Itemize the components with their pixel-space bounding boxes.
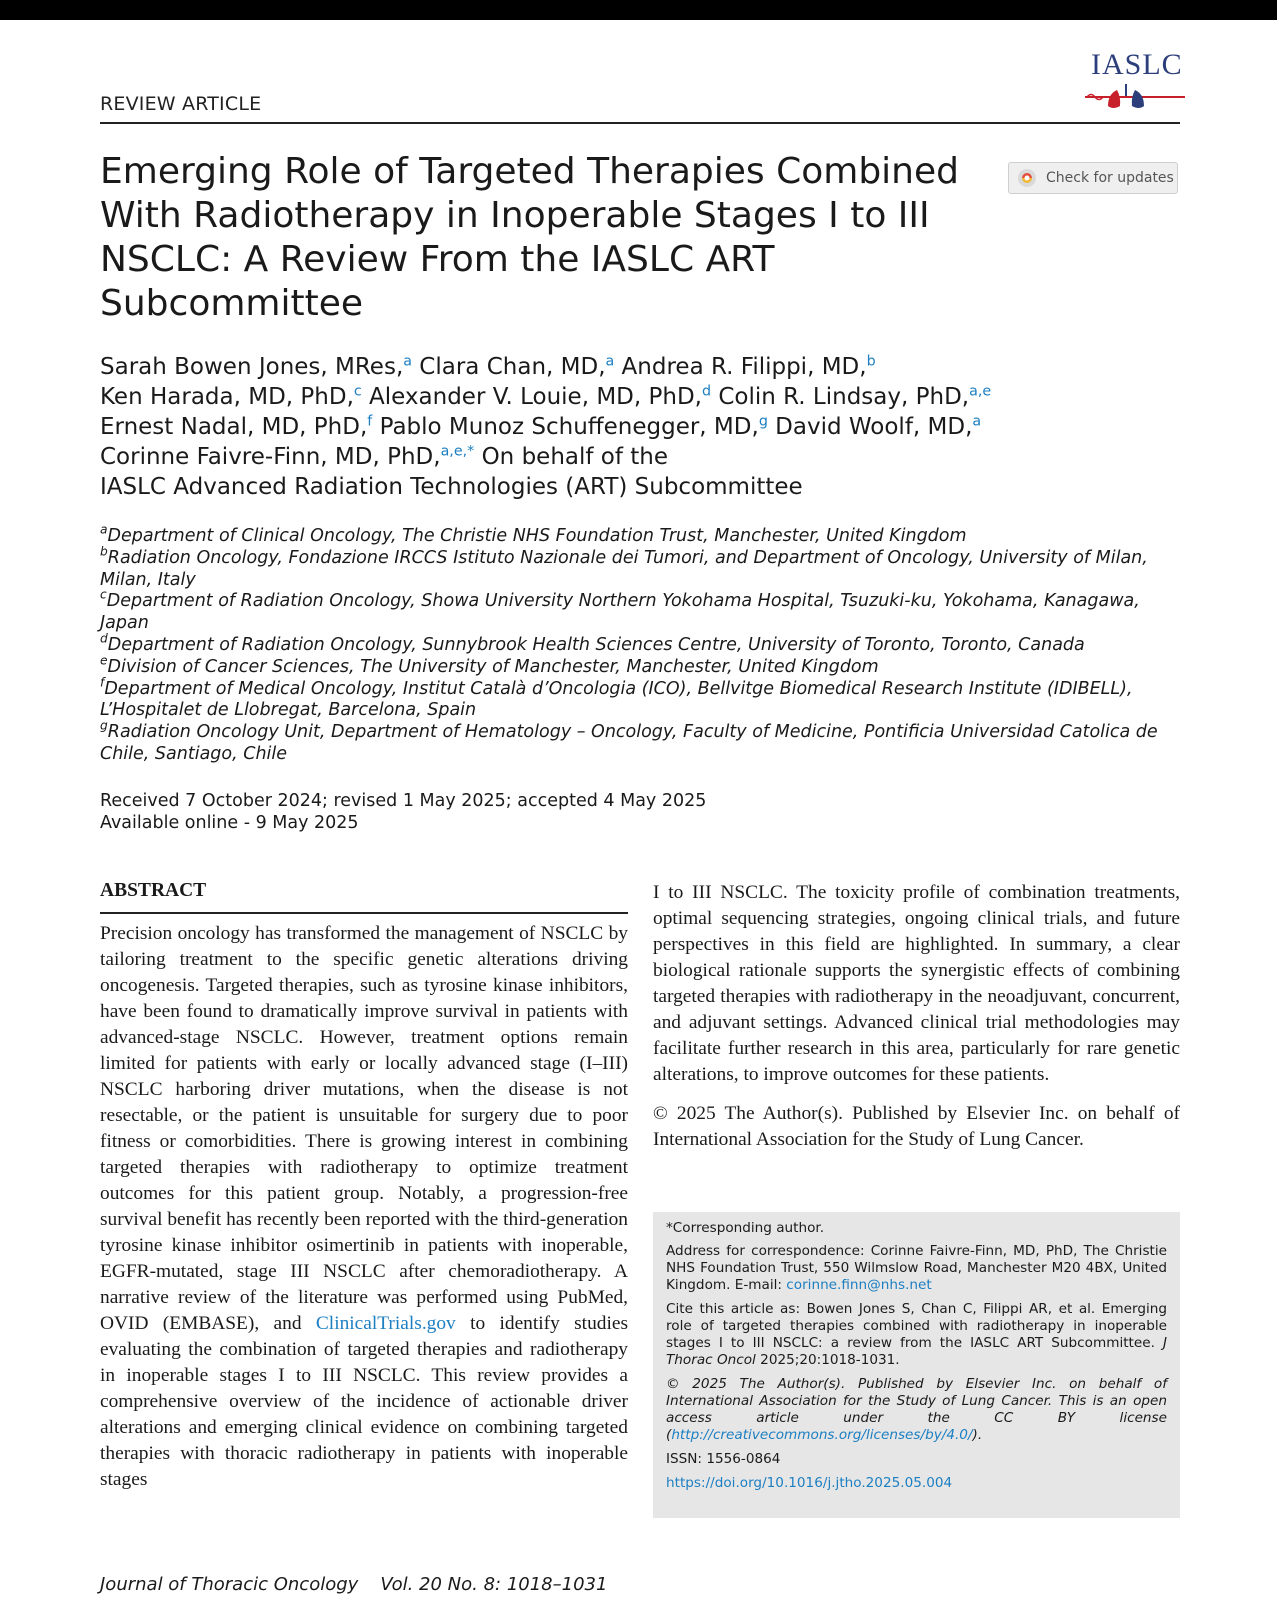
author-line [100,382,1170,412]
affil-text: Department of Medical Oncology, Institut Català d’Oncologia (ICO), Bellvitge Biomedical Research Institute (IDIBELL), [104,678,1133,699]
affil-marker: e [100,653,108,668]
abstract-right-column [653,880,1180,1153]
abstract-copyright: © 2025 The Author(s). Published by Elsevier Inc. on behalf of International Association for the Study of Lung Cancer. [653,1103,1180,1150]
affiliation-item [100,631,1180,657]
article-title: Emerging Role of Targeted Therapies Combined With Radiotherapy in Inoperable Stages I to III NSCLC: A Review From the IASLC ART Subcommittee [100,151,959,324]
affil-marker: c [100,588,107,603]
affil-marker: b [100,544,108,559]
affiliation-continuation: Japan [100,613,149,634]
article-dates [100,790,706,834]
author-line [100,352,1170,382]
affiliation-item [100,675,1180,701]
affil-marker: f [100,675,105,690]
author-affil-marker[interactable]: a,e,* [440,443,475,460]
author-affil-marker[interactable]: a [403,353,412,370]
footer [100,1574,607,1595]
citation-journal: J Thorac Oncol [666,1335,1167,1368]
email-link[interactable]: corinne.finn@nhs.net [786,1277,932,1293]
affiliation-list [100,522,1180,766]
abstract-heading: ABSTRACT [100,880,207,901]
author-name: Andrea R. Filippi, MD, [614,354,867,380]
abstract-text: Precision oncology has transformed the management of NSCLC by tailoring treatment to the specific genetic alterations driving oncogenesis. Targeted therapies, such as tyrosine kinase inhibitors, have been found to dramatically improve survival in patients with advanced-stage NSCLC. However, treatment options remain limited for patients with early or locally advanced stage (I–III) NSCLC harboring driver mutations, when the disease is not resectable, or the patient is unsuitable for surgery due to poor fitness or comorbidities. There is growing interest in combining targeted therapies with radiotherapy to optimize treatment outcomes for this patient group. Notably, a progression-free survival benefit has recently been reported with the third-generation tyrosine kinase inhibitor osimertinib in patients with inoperable, EGFR-mutated, stage III NSCLC after chemoradiotherapy. A narrative review of the literature was performed using PubMed, OVID (EMBASE), and [100,923,628,1334]
abstract-rule [100,912,628,914]
author-name: Colin R. Lindsay, PhD, [711,384,970,410]
author-name: Ernest Nadal, MD, PhD, [100,414,368,440]
citation-volume: 2025;20:1018-1031. [755,1352,900,1368]
abstract-continuation: I to III NSCLC. The toxicity profile of combination treatments, optimal sequencing strategies, ongoing clinical trials, and future perspectives in this field are highlighted. In summary, a clear biological rationale supports the synergistic effects of combining targeted therapies with radiotherapy in the neoadjuvant, concurrent, and adjuvant settings. Advanced clinical trial methodologies may facilitate further research in this area, particularly for rare genetic alterations, to improve outcomes for these patients. [653,882,1180,1085]
affil-marker: a [100,522,108,537]
clinicaltrials-link[interactable]: ClinicalTrials.gov [315,1313,456,1334]
issn: ISSN: 1556-0864 [666,1451,781,1467]
affiliation-item [100,653,1180,679]
author-name: Sarah Bowen Jones, MRes, [100,354,404,380]
author-affil-marker[interactable]: g [758,413,768,430]
iaslc-logo [1085,48,1185,118]
lungs-icon [1085,84,1185,114]
author-line [100,412,1170,442]
author-affil-marker[interactable]: f [367,413,373,430]
license-statement [666,1376,1167,1444]
affiliation-continuation: Milan, Italy [100,569,196,590]
author-name: Corinne Faivre-Finn, MD, PhD, [100,444,441,470]
received-dates: Received 7 October 2024; revised 1 May 2025; accepted 4 May 2025 [100,791,707,811]
author-affil-marker[interactable]: d [701,383,712,400]
affil-text: Division of Cancer Sciences, The University of Manchester, Manchester, United Kingdom [107,656,879,677]
author-name: Clara Chan, MD, [412,354,606,380]
author-affil-marker[interactable]: a [605,353,615,370]
citation [666,1301,1167,1369]
check-updates-label: Check for updates [1046,170,1174,186]
author-line [100,442,1170,472]
corresponding-author-label: *Corresponding author. [666,1220,825,1236]
author-name: Ken Harada, MD, PhD, [100,384,354,410]
affiliation-item [100,718,1180,744]
author-affil-marker[interactable]: a [972,413,982,430]
citation-text: Cite this article as: Bowen Jones S, Chan C, Filippi AR, et al. Emerging role of targeted therapies combined with radiotherapy in inoperable stages I to III NSCLC: a review from the IASLC ART Subcommittee. [666,1301,1167,1351]
affil-text: Radiation Oncology Unit, Department of Hematology – Oncology, Faculty of Medicine, Pontificia Universidad Catolica de [107,722,1158,743]
article-info-box [653,1212,1180,1518]
doi-link[interactable]: https://doi.org/10.1016/j.jtho.2025.05.004 [666,1475,953,1491]
author-name: Pablo Munoz Schuffenegger, MD, [372,414,759,440]
check-for-updates-button[interactable] [1008,162,1178,194]
affil-text: Department of Clinical Oncology, The Christie NHS Foundation Trust, Manchester, United Kingdom [107,526,967,546]
license-text-end: ). [972,1427,983,1443]
affiliation-item [100,522,1180,548]
address-text: Address for correspondence: Corinne Faivre-Finn, MD, PhD, The Christie NHS Foundation Trust, 550 Wilmslow Road, Manchester M20 4BX, United Kingdom. E-mail: [666,1243,1167,1293]
section-label: REVIEW ARTICLE [100,93,262,115]
abstract-paragraph [100,921,628,1493]
top-black-bar [0,0,1277,20]
affiliation-continuation: L’Hospitalet de Llobregat, Barcelona, Spain [100,700,477,721]
affil-text: Department of Radiation Oncology, Sunnybrook Health Sciences Centre, University of Toronto, Toronto, Canada [107,634,1085,655]
header-rule [100,122,1180,124]
author-affil-marker[interactable]: c [353,383,362,400]
affiliation-item [100,588,1180,613]
affil-marker: g [100,718,108,733]
check-updates-icon [1017,168,1037,188]
journal-name: Journal of Thoracic Oncology [100,1574,359,1595]
volume-info: Vol. 20 No. 8: 1018–1031 [380,1574,608,1595]
author-list [100,352,1170,502]
logo-text: IASLC [1091,48,1183,81]
author-name: Alexander V. Louie, MD, PhD, [361,384,702,410]
license-link[interactable]: http://creativecommons.org/licenses/by/4.0/ [671,1427,973,1443]
affil-text: Department of Radiation Oncology, Showa University Northern Yokohama Hospital, Tsuzuki-ku, Yokohama, Kanagawa, [106,591,1140,612]
author-group: IASLC Advanced Radiation Technologies (ART) Subcommittee [100,474,803,500]
author-name: David Woolf, MD, [767,414,973,440]
license-text: © 2025 The Author(s). Published by Elsevier Inc. on behalf of International Association for the Study of Lung Cancer. This is an open access article under the CC BY license ( [666,1376,1167,1443]
affil-marker: d [100,631,108,646]
author-note: On behalf of the [474,444,669,470]
affiliation-item [100,544,1180,570]
abstract-left-column [100,921,628,1493]
affil-text: Radiation Oncology, Fondazione IRCCS Istituto Nazionale dei Tumori, and Department of Oncology, University of Milan, [107,547,1148,568]
online-date: Available online - 9 May 2025 [100,813,359,833]
author-affil-marker[interactable]: a,e [969,383,992,400]
abstract-text: to identify studies evaluating the combination of targeted therapies and radiotherapy in inoperable stages I to III NSCLC. This review provides a comprehensive overview of the incidence of actionable driver alterations and emerging clinical evidence on combining targeted therapies with thoracic radiotherapy in patients with inoperable stages [100,1313,628,1490]
correspondence-address [666,1243,1167,1294]
author-affil-marker[interactable]: b [866,353,876,370]
affiliation-continuation: Chile, Santiago, Chile [100,743,288,764]
